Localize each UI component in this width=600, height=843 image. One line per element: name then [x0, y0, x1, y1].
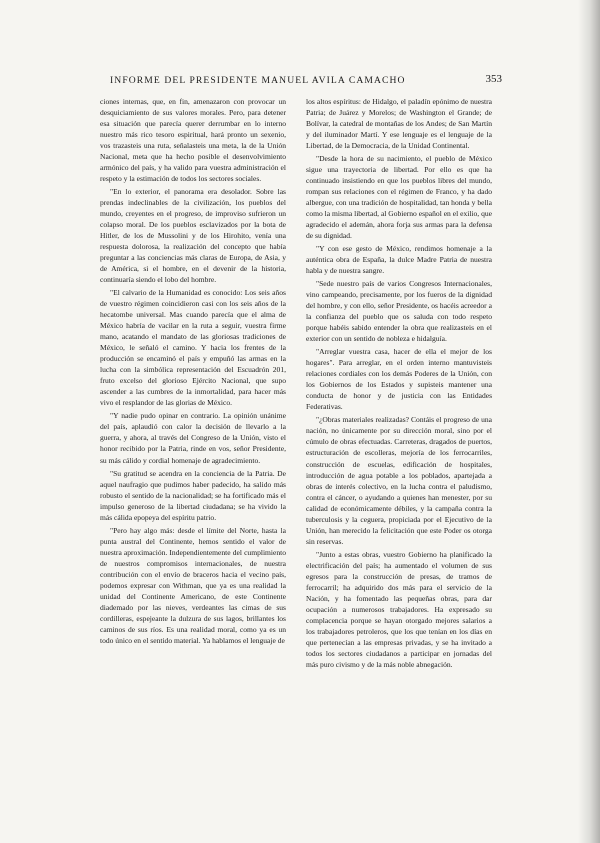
- running-title: INFORME DEL PRESIDENTE MANUEL AVILA CAMACHO: [110, 75, 406, 86]
- paragraph: "Arreglar vuestra casa, hacer de ella el mejor de los hogares". Para arreglar, en el orden interno mantuvisteis relaciones cordiales con los demás Poderes de la Unión, con los Gobiernos de los Estados y supisteis mantener una conducta de honor y de justicia con las Entidades Federativas.: [306, 347, 492, 412]
- paragraph: "El calvario de la Humanidad es conocido: Los seis años de vuestro régimen coincidieron casi con los seis años de la hecatombe universal. Mas cuando parecía que el alma de México habría de vacilar en la ruta a seguir, vuestra firme mano, acatando el mandato de las gloriosas tradiciones de México, le señaló el camino. Y hacia los frentes de la producción se encaminó el país y empuñó las armas en la lucha con la simbólica representación del Escuadrón 201, fruto excelso del glorioso Ejército Nacional, que supo ascender a las cumbres de la inmortalidad, para hacer más vivo el resplandor de las glorias de México.: [100, 288, 286, 408]
- page-number: 353: [485, 73, 502, 85]
- paragraph: "En lo exterior, el panorama era desolador. Sobre las prendas indeclinables de la civilización, los pueblos del mundo, creyentes en el progreso, de improviso sufrieron un colapso moral. De los pueblos esclavizados por la bota de Hitler, de los de Mussolini y de los Hirohito, venía una respuesta dolorosa, la realización del concepto que había preguntar a las conciencias más claras de Europa, de Asia, y de América, si el hombre, en el devenir de la historia, continuaría siendo el lobo del hombre.: [100, 187, 286, 285]
- right-column: [306, 96, 492, 672]
- page-edge-shadow: [578, 0, 600, 843]
- paragraph: "Y con ese gesto de México, rendimos homenaje a la auténtica obra de España, la dulce Madre Patria de nuestra habla y de nuestra sangre.: [306, 244, 492, 276]
- paragraph: "Y nadie pudo opinar en contrario. La opinión unánime del país, aplaudió con calor la decisión de llevarlo a la guerra, y ahora, al través del Congreso de la Unión, visto el honor recibido por la Patria, rinde en vos, señor Presidente, su más cálido y cordial homenaje de agradecimiento.: [100, 411, 286, 465]
- running-header: [100, 73, 500, 89]
- paragraph: "Pero hay algo más: desde el límite del Norte, hasta la punta austral del Continente, hemos sentido el valor de nuestra aproximación. Independientemente del cumplimiento de nuestros compromisos internacionales, de nuestra contribución con el envío de braceros hacia el vecino país, podemos expresar con Withman, que ya es una realidad la unidad del Continente Americano, de este Continente diademado por las nieves, verdeantes las cimas de sus cordilleras, espejeante la dulzura de sus lagos, brillantes los caminos de sus ríos. Es una realidad moral, como ya es un todo único en el sentido material. Ya hablamos el lenguaje de: [100, 525, 286, 645]
- paragraph: los altos espíritus: de Hidalgo, el paladín epónimo de nuestra Patria; de Juárez y Morelos; de Washington el Grande; de Bolívar, la catedral de montañas de los Andes; de San Martín y del iluminador Martí. Y ese lenguaje es el lenguaje de la Libertad, de la Democracia, de la Unidad Continental.: [306, 97, 492, 151]
- paragraph: "¿Obras materiales realizadas? Contáis el progreso de una nación, no únicamente por su dirección moral, sino por el cúmulo de obras efectuadas. Carreteras, dragados de puertos, estructuración de escolleras, mejoría de los ferrocarriles, construcción de escuelas, edificación de hospitales, introducción de agua potable a los poblados, apartejada a obras de interés colectivo, en la lucha contra el paludismo, contra el cáncer, o ayudando a quienes han menester, por su calidad de económicamente débiles, y la campaña contra la tuberculosis y la ceguera, propiciada por el Ejecutivo de la Unión, han merecido la felicitación que este Poder os otorga sin reservas.: [306, 415, 492, 546]
- paragraph: ciones internas, que, en fin, amenazaron con provocar un desquiciamiento de sus valores morales. Pero, para detener esa situación que parecía querer derrumbar en lo interno nuestro más rico tesoro espiritual, hará pronto un sexenio, vos trazasteis una ruta, señalasteis una meta, la de la Unión Nacional, meta que ha hecho posible el desenvolvimiento armónico del país, y ha valido para vuestra administración el respeto y la estimación de todos los sectores sociales.: [100, 97, 286, 184]
- paragraph: "Junto a estas obras, vuestro Gobierno ha planificado la electrificación del país; ha aumentado el volumen de sus egresos para la construcción de presas, de tramos de ferrocarril; ha adquirido dos más para el servicio de la Nación, y ha fomentado las pequeñas obras, para dar ocupación a numerosos trabajadores. Ha expresado su complacencia porque se hayan otorgado mejores salarios a los trabajadores petroleros, que los que tenían en los días en que pertenecían a las empresas privadas, y se ha invitado a todos los sectores ciudadanos a participar en jornadas del más puro civismo y de la más noble abnegación.: [306, 549, 492, 669]
- paragraph: "Su gratitud se acendra en la conciencia de la Patria. De aquel naufragio que pudimos haber padecido, ha salido más robusto el sentido de la nacionalidad; se ha fortificado más el impulso generoso de la libertad ciudadana; se ha vivido la más cálida epopeya del espíritu patrio.: [100, 468, 286, 522]
- paragraph: "Desde la hora de su nacimiento, el pueblo de México sigue una trayectoria de libertad. Por ello es que ha continuado insistiendo en que los pueblos libres del mundo, rompan sus relaciones con el régimen de Franco, y ha dado albergue, con una tradición de hospitalidad, tan honda y bella como la misma libertad, al Gobierno español en el exilio, que agradecido el ademán, ahora forja sus armas para la defensa de su dignidad.: [306, 154, 492, 241]
- left-column: [100, 96, 286, 648]
- paragraph: "Sede nuestro país de varios Congresos Internacionales, vino campeando, precisamente, por los fueros de la dignidad del hombre, y con ello, señor Presidente, os hacéis acreedor a la confianza del pueblo que os saluda con todo respeto porque habéis sabido entender la obra que realizasteis en el exterior con un sentido de nobleza e hidalguía.: [306, 279, 492, 344]
